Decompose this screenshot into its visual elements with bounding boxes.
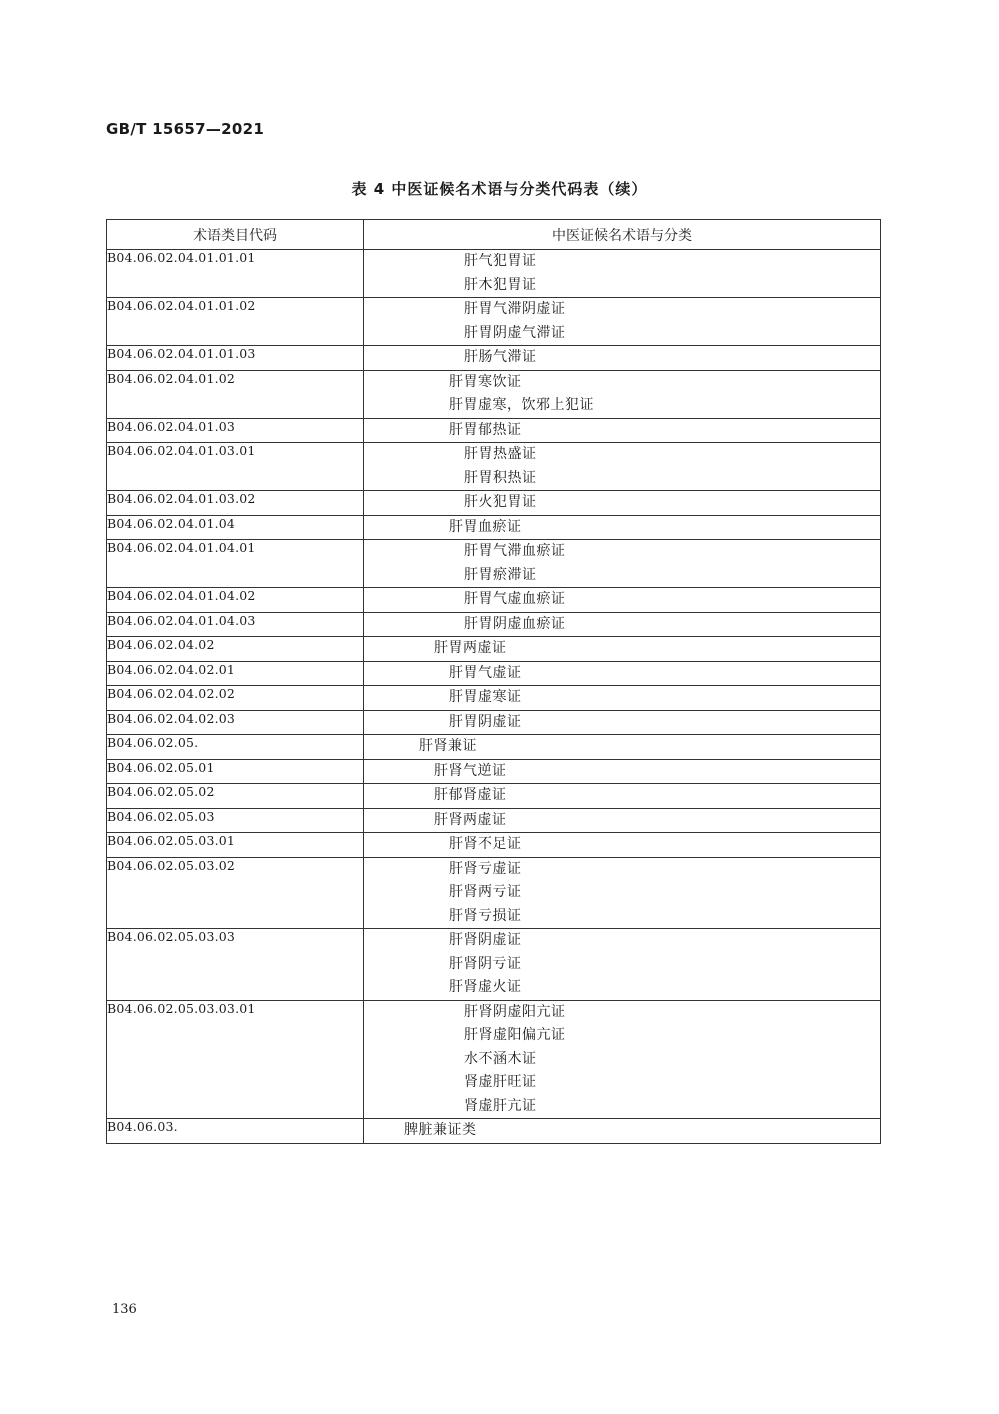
term-cell xyxy=(364,929,881,1001)
syndrome-term: 肝肠气滞证 xyxy=(464,349,537,365)
standard-number: GB/T 15657—2021 xyxy=(106,120,265,138)
table-row xyxy=(107,833,881,858)
table-row xyxy=(107,857,881,929)
syndrome-term: 肝胃瘀滞证 xyxy=(464,566,537,583)
syndrome-term: 肝胃气滞阴虚证 xyxy=(464,301,566,317)
table-row xyxy=(107,784,881,809)
category-code-cell: B04.06.02.04.01.03.02 xyxy=(107,491,364,516)
term-cell xyxy=(364,298,881,346)
term-cell xyxy=(364,370,881,418)
term-cell xyxy=(364,784,881,809)
syndrome-term: 肝肾不足证 xyxy=(449,836,522,852)
term-cell xyxy=(364,588,881,613)
category-code-cell: B04.06.02.04.01.01.01 xyxy=(107,250,364,298)
syndrome-term: 肝肾阴虚证 xyxy=(449,932,522,948)
syndrome-term: 肝肾阴亏证 xyxy=(449,955,522,972)
category-code-cell: B04.06.02.05.03.03 xyxy=(107,929,364,1001)
syndrome-term: 肝胃气滞血瘀证 xyxy=(464,543,566,559)
page-number: 136 xyxy=(112,1302,137,1317)
syndrome-term: 肝肾气逆证 xyxy=(434,762,507,779)
syndrome-term: 肝胃郁热证 xyxy=(449,421,522,438)
category-code-cell: B04.06.03. xyxy=(107,1119,364,1144)
column-header-code: 术语类目代码 xyxy=(107,220,364,250)
category-code-cell: B04.06.02.04.01.03 xyxy=(107,418,364,443)
syndrome-term: 肝肾亏损证 xyxy=(449,907,522,924)
term-cell xyxy=(364,515,881,540)
category-code-cell: B04.06.02.04.01.03.01 xyxy=(107,443,364,491)
table-row xyxy=(107,588,881,613)
term-cell xyxy=(364,418,881,443)
syndrome-term: 肝肾阴虚阳亢证 xyxy=(464,1003,566,1020)
syndrome-term: 肝木犯胃证 xyxy=(464,276,537,293)
table-row xyxy=(107,298,881,346)
table-row xyxy=(107,370,881,418)
syndrome-term: 肝胃虚寒，饮邪上犯证 xyxy=(449,397,594,413)
table-caption: 表 4 中医证候名术语与分类代码表（续） xyxy=(351,180,648,198)
term-cell xyxy=(364,540,881,588)
term-cell xyxy=(364,710,881,735)
table-row xyxy=(107,418,881,443)
table-row xyxy=(107,346,881,371)
syndrome-term: 肝气犯胃证 xyxy=(464,253,537,269)
syndrome-term: 肝肾兼证 xyxy=(419,738,477,754)
term-cell xyxy=(364,1119,881,1144)
term-cell xyxy=(364,346,881,371)
syndrome-term: 肾虚肝旺证 xyxy=(464,1074,537,1090)
table-row xyxy=(107,686,881,711)
category-code-cell: B04.06.02.04.01.04.03 xyxy=(107,612,364,637)
table-row xyxy=(107,735,881,760)
table-row xyxy=(107,612,881,637)
category-code-cell: B04.06.02.05.02 xyxy=(107,784,364,809)
table-row xyxy=(107,759,881,784)
table-row xyxy=(107,637,881,662)
table-row xyxy=(107,710,881,735)
category-code-cell: B04.06.02.05.03 xyxy=(107,808,364,833)
term-cell xyxy=(364,250,881,298)
term-cell xyxy=(364,612,881,637)
term-cell xyxy=(364,686,881,711)
term-cell xyxy=(364,759,881,784)
table-row xyxy=(107,1000,881,1119)
term-cell xyxy=(364,443,881,491)
syndrome-term: 脾脏兼证类 xyxy=(404,1122,477,1138)
syndrome-term: 肝胃气虚证 xyxy=(449,664,522,681)
syndrome-term: 水不涵木证 xyxy=(464,1050,537,1067)
syndrome-term: 肝肾虚火证 xyxy=(449,979,522,995)
category-code-cell: B04.06.02.04.01.04.02 xyxy=(107,588,364,613)
term-cell xyxy=(364,735,881,760)
category-code-cell: B04.06.02.04.01.01.02 xyxy=(107,298,364,346)
table-row xyxy=(107,250,881,298)
term-cell xyxy=(364,637,881,662)
code-table xyxy=(106,219,881,1144)
category-code-cell: B04.06.02.05.03.01 xyxy=(107,833,364,858)
term-cell xyxy=(364,857,881,929)
syndrome-term: 肝胃两虚证 xyxy=(434,640,507,656)
category-code-cell: B04.06.02.04.02.01 xyxy=(107,661,364,686)
category-code-cell: B04.06.02.05.03.02 xyxy=(107,857,364,929)
table-row xyxy=(107,661,881,686)
syndrome-term: 肝郁肾虚证 xyxy=(434,787,507,803)
category-code-cell: B04.06.02.04.01.04.01 xyxy=(107,540,364,588)
term-cell xyxy=(364,491,881,516)
syndrome-term: 肝肾亏虚证 xyxy=(449,860,522,877)
syndrome-term: 肝胃寒饮证 xyxy=(449,373,522,390)
term-cell xyxy=(364,661,881,686)
column-header-terms: 中医证候名术语与分类 xyxy=(364,220,881,250)
category-code-cell: B04.06.02.05.01 xyxy=(107,759,364,784)
category-code-cell: B04.06.02.04.01.01.03 xyxy=(107,346,364,371)
category-code-cell: B04.06.02.05.03.03.01 xyxy=(107,1000,364,1119)
syndrome-term: 肝肾两虚证 xyxy=(434,811,507,828)
syndrome-term: 肝火犯胃证 xyxy=(464,494,537,510)
table-row xyxy=(107,929,881,1001)
syndrome-term: 肝胃虚寒证 xyxy=(449,689,522,705)
syndrome-term: 肝胃气虚血瘀证 xyxy=(464,591,566,607)
term-cell xyxy=(364,833,881,858)
table-header-row xyxy=(107,220,881,250)
term-cell xyxy=(364,1000,881,1119)
category-code-cell: B04.06.02.04.01.04 xyxy=(107,515,364,540)
table-body xyxy=(107,250,881,1144)
table-row xyxy=(107,443,881,491)
table-row xyxy=(107,540,881,588)
syndrome-term: 肝胃积热证 xyxy=(464,469,537,486)
syndrome-term: 肝胃阴虚证 xyxy=(449,713,522,730)
term-cell xyxy=(364,808,881,833)
category-code-cell: B04.06.02.04.02.03 xyxy=(107,710,364,735)
category-code-cell: B04.06.02.04.01.02 xyxy=(107,370,364,418)
table-row xyxy=(107,515,881,540)
category-code-cell: B04.06.02.05. xyxy=(107,735,364,760)
syndrome-term: 肝肾虚阳偏亢证 xyxy=(464,1027,566,1043)
table-row xyxy=(107,1119,881,1144)
syndrome-term: 肝肾两亏证 xyxy=(449,884,522,900)
table-row xyxy=(107,808,881,833)
syndrome-term: 肾虚肝亢证 xyxy=(464,1097,537,1114)
category-code-cell: B04.06.02.04.02.02 xyxy=(107,686,364,711)
table-row xyxy=(107,491,881,516)
syndrome-term: 肝胃阴虚血瘀证 xyxy=(464,615,566,632)
syndrome-term: 肝胃阴虚气滞证 xyxy=(464,324,566,341)
syndrome-term: 肝胃血瘀证 xyxy=(449,518,522,535)
syndrome-term: 肝胃热盛证 xyxy=(464,446,537,462)
category-code-cell: B04.06.02.04.02 xyxy=(107,637,364,662)
